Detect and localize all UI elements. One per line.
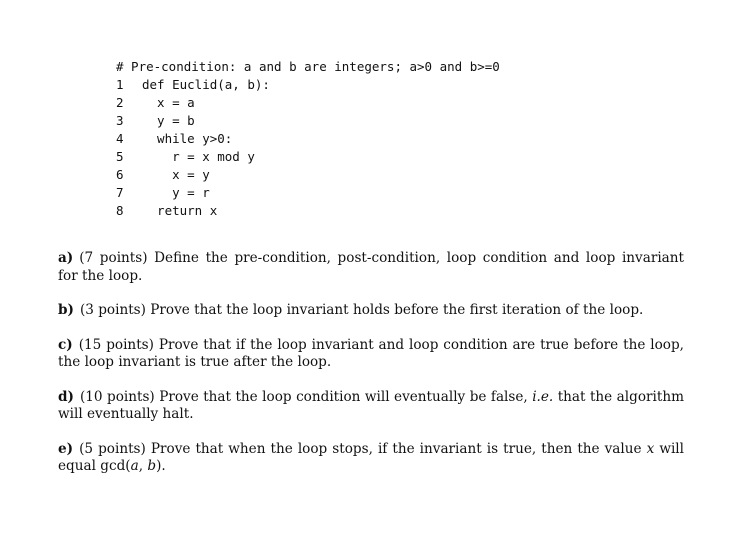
code-line xyxy=(116,148,500,166)
code-line xyxy=(116,130,500,148)
question-text: (15 points) Prove that if the loop invariant and loop condition are true before the loop, the loop invariant is true after the loop. xyxy=(58,336,684,370)
question-text: will equal gcd( xyxy=(58,440,685,474)
question-text: ). xyxy=(156,458,166,474)
math-separator: , xyxy=(138,458,148,474)
code-text: return x xyxy=(142,203,218,218)
math-variable-x: x xyxy=(646,440,655,457)
line-number: 3 xyxy=(116,113,124,128)
code-line xyxy=(116,166,500,184)
line-number: 1 xyxy=(116,77,124,92)
code-line xyxy=(116,202,500,220)
code-text: x = y xyxy=(142,167,210,182)
italic-ie: i.e. xyxy=(532,388,554,405)
math-variable-a: a xyxy=(130,458,139,474)
question-text: (3 points) Prove that the loop invariant holds before the first iteration of the loop. xyxy=(79,302,644,318)
question-letter: c) xyxy=(58,336,73,353)
question-e xyxy=(58,441,684,476)
question-text: (7 points) Define the pre-condition, post-condition, loop condition and loop invariant for the loop. xyxy=(58,250,684,284)
code-text: r = x mod y xyxy=(142,149,255,164)
code-listing xyxy=(116,58,500,220)
question-d xyxy=(58,389,684,424)
question-text: that the algorithm will eventually halt. xyxy=(58,388,684,422)
question-letter: e) xyxy=(58,440,74,457)
math-variable-b: b xyxy=(147,458,157,474)
question-letter: b) xyxy=(58,302,74,318)
question-text: (5 points) Prove that when the loop stops, if the invariant is true, then the value xyxy=(79,440,647,457)
line-number: 2 xyxy=(116,95,124,110)
line-number: 6 xyxy=(116,167,124,182)
question-letter: a) xyxy=(58,250,74,266)
line-number: 4 xyxy=(116,131,124,146)
question-list xyxy=(58,250,684,493)
code-line xyxy=(116,184,500,202)
question-text: (10 points) Prove that the loop condition will eventually be false, xyxy=(79,388,533,405)
code-line xyxy=(116,94,500,112)
question-a xyxy=(58,250,684,285)
question-b xyxy=(58,302,684,320)
precondition-comment: # Pre-condition: a and b are integers; a>0 and b>=0 xyxy=(116,59,500,74)
code-text: y = b xyxy=(142,113,195,128)
code-text: x = a xyxy=(142,95,195,110)
question-letter: d) xyxy=(58,388,74,405)
question-c xyxy=(58,337,684,372)
code-line xyxy=(116,76,500,94)
line-number: 7 xyxy=(116,185,124,200)
code-text: while y>0: xyxy=(142,131,233,146)
code-text: def Euclid(a, b): xyxy=(142,77,270,92)
code-comment xyxy=(116,58,500,76)
code-line xyxy=(116,112,500,130)
code-text: y = r xyxy=(142,185,210,200)
line-number: 8 xyxy=(116,203,124,218)
line-number: 5 xyxy=(116,149,124,164)
